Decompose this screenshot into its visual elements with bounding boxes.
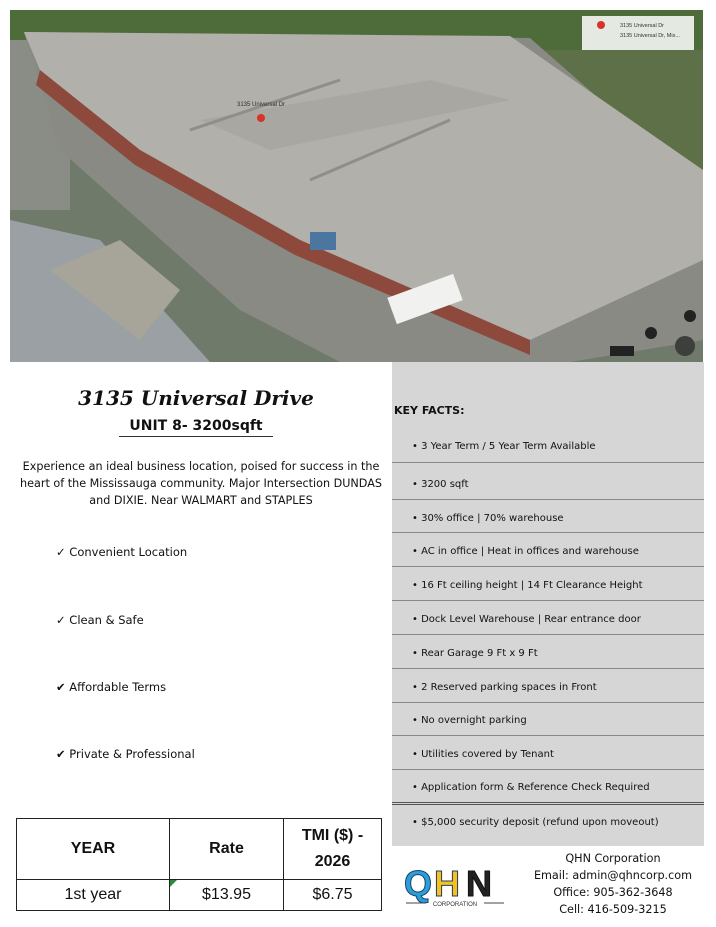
header-rate: Rate [170, 819, 284, 880]
contact-office: Office: 905-362-3648 [553, 886, 673, 899]
fact-divider [392, 532, 704, 533]
fact-garage: • Rear Garage 9 Ft x 9 Ft [412, 648, 538, 659]
fact-hvac: • AC in office | Heat in offices and warehouse [412, 546, 639, 557]
fact-divider [392, 802, 704, 805]
cell-rate [170, 880, 284, 911]
qhn-logo [404, 862, 506, 910]
map-card-line2: 3135 Universal Dr, Mis... [620, 33, 680, 39]
fact-parking: • 2 Reserved parking spaces in Front [412, 682, 597, 693]
listing-title: 3135 Universal Drive [78, 386, 314, 410]
cell-year: 1st year [17, 880, 170, 911]
fact-divider [392, 499, 704, 500]
qhn-logo-drawing [404, 862, 506, 910]
map-card-line1: 3135 Universal Dr [620, 23, 665, 29]
unit-text: UNIT 8- 3200sqft [119, 418, 272, 437]
perk-convenient-location: ✓ Convenient Location [56, 545, 188, 559]
listing-description: Experience an ideal business location, poised for success in the heart of the Mississauga community. Major Intersection DUNDAS and DIXIE. Near WALMART and STAPLES [20, 460, 382, 507]
comment-marker-icon [170, 880, 177, 887]
contact-cell: Cell: 416-509-3215 [559, 903, 667, 916]
fact-divider [392, 668, 704, 669]
fact-divider [392, 566, 704, 567]
contact-block [518, 850, 708, 918]
fact-application: • Application form & Reference Check Required [412, 782, 650, 793]
header-tmi-line1: TMI ($) - [301, 827, 364, 844]
rate-table [16, 818, 382, 911]
svg-text:N: N [466, 863, 492, 904]
perk-clean-safe: ✓ Clean & Safe [56, 613, 144, 627]
fact-term: • 3 Year Term / 5 Year Term Available [412, 441, 596, 452]
svg-text:H: H [434, 863, 460, 904]
perk-private-professional: ✔ Private & Professional [56, 747, 195, 761]
fact-divider [392, 462, 704, 463]
fact-utilities: • Utilities covered by Tenant [412, 749, 554, 760]
fact-office-split: • 30% office | 70% warehouse [412, 513, 564, 524]
aerial-photo [10, 10, 703, 362]
fact-dock: • Dock Level Warehouse | Rear entrance door [412, 614, 641, 625]
aerial-photo-drawing [10, 10, 703, 362]
address-pin-label: 3135 Universal Dr [237, 102, 286, 108]
contact-email[interactable]: Email: admin@qhncorp.com [533, 869, 693, 882]
fact-size: • 3200 sqft [412, 479, 469, 490]
contact-name: QHN Corporation [565, 852, 661, 865]
fact-divider [392, 702, 704, 703]
fact-overnight: • No overnight parking [412, 715, 527, 726]
fact-divider [392, 769, 704, 770]
rate-table-row [17, 880, 382, 911]
cell-tmi: $6.75 [284, 880, 382, 911]
fact-ceiling: • 16 Ft ceiling height | 14 Ft Clearance Height [412, 580, 643, 591]
header-year: YEAR [17, 819, 170, 880]
cell-rate-value: $13.95 [202, 886, 251, 903]
fact-divider [392, 735, 704, 736]
key-facts-title: KEY FACTS: [394, 404, 465, 417]
perk-affordable-terms: ✔ Affordable Terms [56, 680, 167, 694]
rate-table-header [17, 819, 382, 880]
fact-deposit: • $5,000 security deposit (refund upon moveout) [412, 817, 659, 828]
header-tmi [284, 819, 382, 880]
header-tmi-line2: 2026 [314, 853, 351, 870]
svg-text:Q: Q [404, 863, 433, 904]
fact-divider [392, 600, 704, 601]
svg-text:CORPORATION: CORPORATION [432, 902, 478, 908]
unit-label [0, 418, 392, 434]
key-facts-panel [392, 362, 704, 846]
fact-divider [392, 634, 704, 635]
